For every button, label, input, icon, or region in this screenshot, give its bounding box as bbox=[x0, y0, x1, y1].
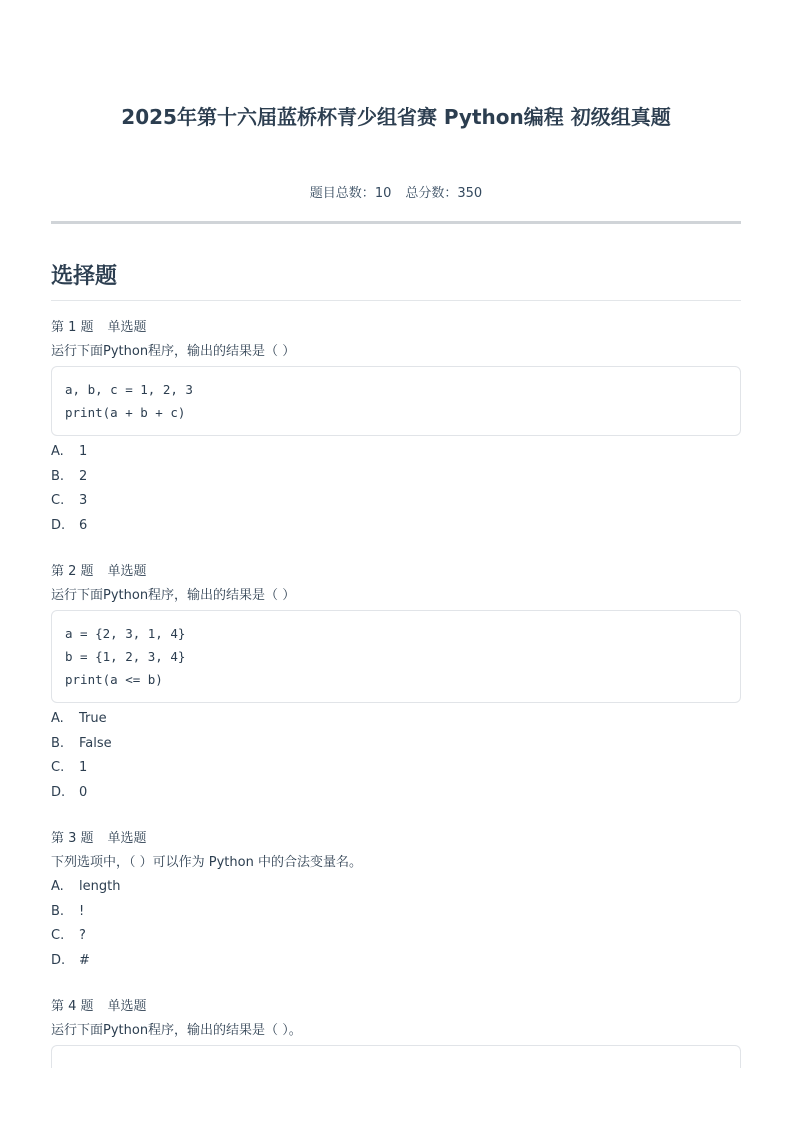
option-text: ? bbox=[79, 928, 86, 943]
question-number: 第 1 题 bbox=[51, 320, 94, 335]
total-score-label: 总分数： bbox=[405, 186, 458, 201]
option-a[interactable] bbox=[51, 875, 741, 900]
question-2 bbox=[51, 560, 741, 805]
option-a[interactable] bbox=[51, 440, 741, 465]
option-letter: C. bbox=[51, 760, 65, 775]
question-stem: 运行下面Python程序，输出的结果是（ ） bbox=[51, 344, 296, 359]
option-d[interactable] bbox=[51, 949, 741, 974]
option-b[interactable] bbox=[51, 465, 741, 490]
question-number: 第 3 题 bbox=[51, 831, 94, 846]
option-letter: B. bbox=[51, 468, 65, 484]
question-type: 单选题 bbox=[107, 831, 147, 846]
question-stem: 运行下面Python程序，输出的结果是（ ） bbox=[51, 588, 296, 603]
total-questions-value: 10 bbox=[374, 186, 392, 201]
option-letter: A. bbox=[51, 711, 64, 726]
option-text: 2 bbox=[79, 468, 88, 484]
question-number: 第 4 题 bbox=[51, 999, 94, 1014]
option-b[interactable] bbox=[51, 732, 741, 757]
section-title: 选择题 bbox=[51, 264, 118, 289]
question-list bbox=[51, 316, 741, 1068]
option-d[interactable] bbox=[51, 781, 741, 806]
option-c[interactable] bbox=[51, 924, 741, 949]
question-header bbox=[51, 316, 741, 340]
option-text: True bbox=[79, 711, 107, 726]
question-stem: 下列选项中，（ ）可以作为 Python 中的合法变量名。 bbox=[51, 855, 362, 870]
option-text: ! bbox=[79, 903, 85, 919]
option-text: # bbox=[79, 952, 90, 968]
question-number: 第 2 题 bbox=[51, 564, 94, 579]
question-type: 单选题 bbox=[107, 320, 147, 335]
option-text: 3 bbox=[79, 493, 88, 508]
option-letter: A. bbox=[51, 879, 64, 894]
question-1 bbox=[51, 316, 741, 538]
total-score-value: 350 bbox=[457, 186, 483, 201]
option-b[interactable] bbox=[51, 900, 741, 925]
question-3 bbox=[51, 827, 741, 973]
question-type: 单选题 bbox=[107, 999, 147, 1014]
code-block bbox=[51, 1045, 741, 1068]
code-line: a = {2, 3, 1, 4} bbox=[65, 626, 186, 641]
code-block bbox=[51, 366, 741, 436]
exam-summary bbox=[51, 184, 741, 204]
question-header bbox=[51, 995, 741, 1019]
option-text: 1 bbox=[79, 444, 88, 459]
option-text: 6 bbox=[79, 517, 88, 533]
code-block bbox=[51, 610, 741, 703]
option-text: 1 bbox=[79, 760, 88, 775]
option-letter: C. bbox=[51, 493, 65, 508]
page-title: 2025年第十六届蓝桥杯青少组省赛 Python编程 初级组真题 bbox=[121, 105, 671, 129]
question-4 bbox=[51, 995, 741, 1068]
option-d[interactable] bbox=[51, 514, 741, 539]
option-a[interactable] bbox=[51, 707, 741, 732]
exam-page bbox=[51, 0, 741, 1068]
header-divider bbox=[51, 221, 741, 224]
option-letter: A. bbox=[51, 444, 64, 459]
option-text: False bbox=[79, 735, 112, 751]
code-line: print(a + b + c) bbox=[65, 405, 186, 420]
question-stem: 运行下面Python程序，输出的结果是（ ）。 bbox=[51, 1023, 302, 1038]
code-line: b = {1, 2, 3, 4} bbox=[65, 649, 186, 664]
option-c[interactable] bbox=[51, 756, 741, 781]
total-questions-label: 题目总数： bbox=[309, 186, 375, 201]
option-letter: C. bbox=[51, 928, 65, 943]
code-line: print(a <= b) bbox=[65, 672, 163, 687]
option-letter: D. bbox=[51, 952, 66, 968]
question-header bbox=[51, 560, 741, 584]
option-letter: B. bbox=[51, 903, 65, 919]
option-text: length bbox=[79, 879, 121, 894]
section-divider bbox=[51, 300, 741, 301]
option-text: 0 bbox=[79, 784, 88, 800]
option-letter: B. bbox=[51, 735, 65, 751]
question-header bbox=[51, 827, 741, 851]
option-c[interactable] bbox=[51, 489, 741, 514]
question-type: 单选题 bbox=[107, 564, 147, 579]
option-letter: D. bbox=[51, 517, 66, 533]
option-letter: D. bbox=[51, 784, 66, 800]
code-line: a, b, c = 1, 2, 3 bbox=[65, 382, 193, 397]
